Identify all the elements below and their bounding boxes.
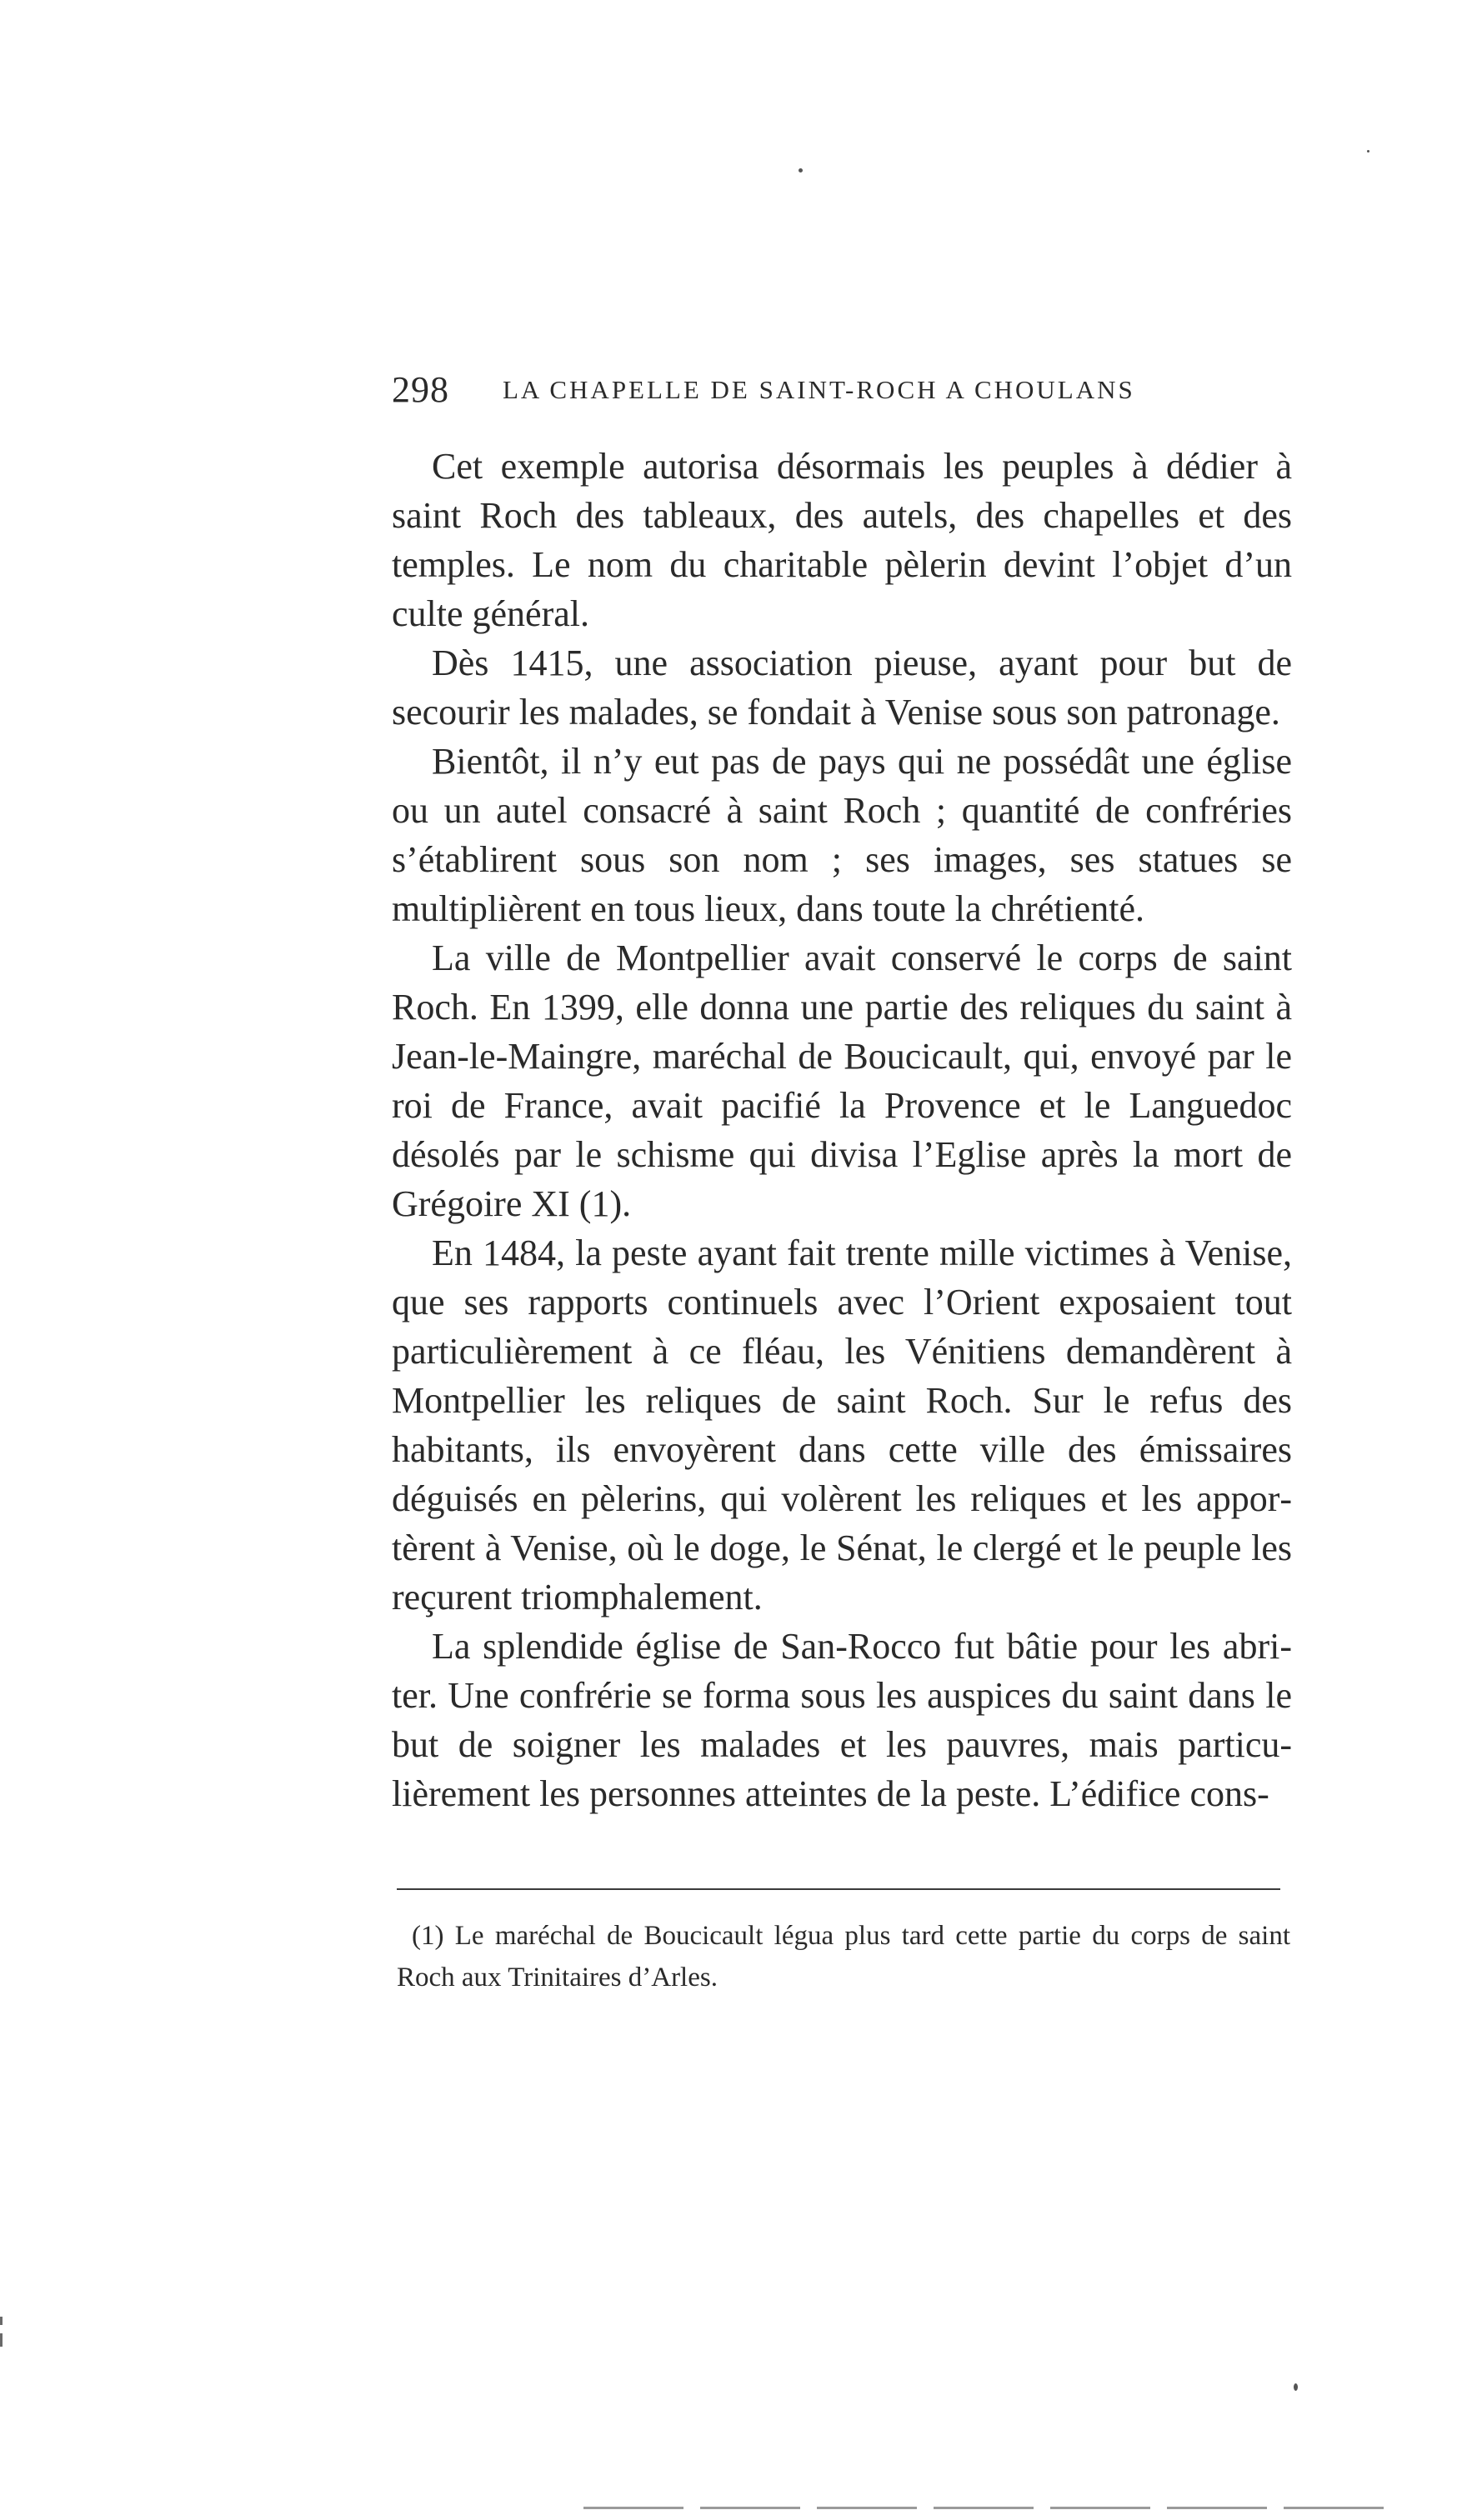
paragraph: La splendide église de San-Rocco fut bâtie pour les abriter. Une confrérie se forma sous les auspices du saint dans le but de soigner les malades et les pauvres, mais particulièrement les personnes atteintes de la peste. L’édifice cons- <box>392 1626 1292 1814</box>
paragraph: La ville de Montpellier avait conservé le corps de saint Roch. En 1399, elle donna une partie des reliques du saint à Jean-le-Maingre, maréchal de Boucicault, qui, envoyé par le roi de France, avait pacifié la Provence et le Languedoc désolés par le schisme qui divisa l’Eglise après la mort de Grégoire XI (1). <box>392 938 1292 1224</box>
paragraph: Dès 1415, une association pieuse, ayant pour but de secourir les malades, se fondait à Venise sous son patronage. <box>392 642 1292 732</box>
scan-bottom-dashes <box>583 2507 1384 2509</box>
scan-speck <box>1294 2383 1298 2391</box>
scan-speck <box>1367 150 1369 152</box>
paragraph: Bientôt, il n’y eut pas de pays qui ne possédât une église ou un autel consacré à saint Roch ; quantité de confréries s’établirent sous son nom ; ses images, ses statues se multiplièrent en tous lieux, dans toute la chrétienté. <box>392 741 1292 929</box>
running-title: LA CHAPELLE DE SAINT-ROCH A CHOULANS <box>503 375 1135 404</box>
scan-speck <box>799 168 803 172</box>
running-head <box>392 368 1321 418</box>
scan-edge-mark <box>0 2333 3 2347</box>
scan-edge-mark <box>0 2317 3 2325</box>
main-text <box>392 442 1292 1818</box>
footnote: (1) Le maréchal de Boucicault légua plus tard cette partie du corps de saint Roch aux Trinitaires d’Arles. <box>397 1921 1290 1992</box>
paragraph: Cet exemple autorisa désormais les peuples à dédier à saint Roch des tableaux, des autels, des chapelles et des temples. Le nom du charitable pèlerin devint l’objet d’un culte général. <box>392 446 1292 634</box>
footnote-divider <box>397 1888 1280 1890</box>
page-number: 298 <box>392 369 449 410</box>
paragraph: En 1484, la peste ayant fait trente mille victimes à Venise, que ses rapports continuels avec l’Orient exposaient tout particulièrement à ce fléau, les Vénitiens demandèrent à Montpellier les reliques de saint Roch. Sur le refus des habitants, ils envoyèrent dans cette ville des émissaires déguisés en pèlerins, qui volèrent les reliques et les apportèrent à Venise, où le doge, le Sénat, le clergé et le peuple les reçurent triomphalement. <box>392 1232 1292 1618</box>
